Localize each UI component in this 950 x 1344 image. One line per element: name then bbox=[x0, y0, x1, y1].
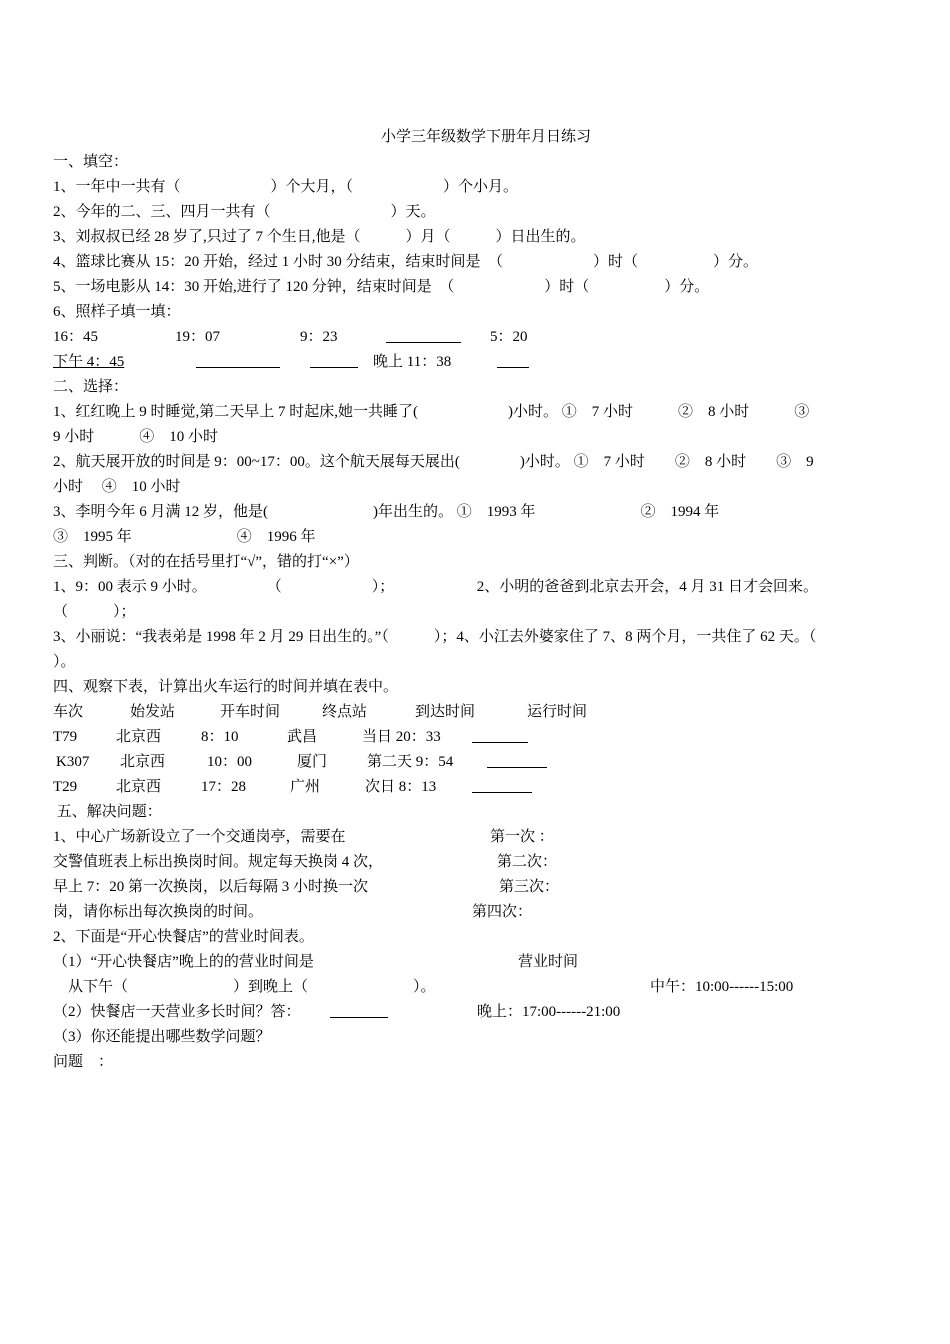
question-2-3: 3、李明今年 6 月满 12 岁，他是( )年出生的。 ① 1993 年 ② 1994 年 bbox=[53, 504, 720, 520]
hours-noon: 中午：10:00------15:00 bbox=[650, 979, 794, 995]
answer-blank[interactable] bbox=[472, 728, 528, 743]
time-item: 晚上 11：38 bbox=[373, 354, 452, 370]
table-cell: T29 bbox=[53, 779, 78, 795]
question-1-3: 3、刘叔叔已经 28 岁了,只过了 7 个生日,他是（ ）月（ ）日出生的。 bbox=[53, 229, 586, 245]
section-4-heading: 四、观察下表，计算出火车运行的时间并填在表中。 bbox=[53, 679, 399, 695]
answer-blank[interactable] bbox=[487, 753, 547, 768]
time-example-answer: 下午 4：45 bbox=[53, 354, 125, 370]
section-3-heading: 三、判断。（对的在括号里打“√”，错的打“×”） bbox=[53, 554, 359, 570]
table-cell: 17：28 bbox=[201, 779, 247, 795]
table-header: 终点站 bbox=[322, 704, 368, 720]
section-2-heading: 二、选择： bbox=[53, 379, 129, 395]
problem-1-text: 岗，请你标出每次换岗的时间。 bbox=[53, 904, 264, 920]
table-cell: 厦门 bbox=[297, 754, 328, 770]
answer-blank[interactable] bbox=[472, 778, 532, 793]
answer-blank[interactable] bbox=[196, 353, 280, 368]
question-2-2: 2、航天展开放的时间是 9：00~17：00。这个航天展每天展出( )小时。 ① 7 小时 ② 8 小时 ③ 9 bbox=[53, 454, 814, 470]
problem-1-text: 交警值班表上标出换岗时间。规定每天换岗 4 次， bbox=[53, 854, 384, 870]
shift-label: 第一次 ： bbox=[490, 829, 554, 845]
problem-2-question-1: （1）“开心快餐店”晚上的的营业时间是 bbox=[53, 954, 314, 970]
table-header: 到达时间 bbox=[415, 704, 476, 720]
answer-blank[interactable] bbox=[497, 353, 529, 368]
table-cell: 北京西 bbox=[116, 779, 162, 795]
table-cell: 当日 20：33 bbox=[362, 729, 441, 745]
problem-1-text: 1、中心广场新设立了一个交通岗亭，需要在 bbox=[53, 829, 346, 845]
table-header: 车次 bbox=[53, 704, 84, 720]
question-2-1-cont: 9 小时 ④ 10 小时 bbox=[53, 429, 219, 445]
table-cell: 次日 8：13 bbox=[365, 779, 437, 795]
table-cell: 第二天 9：54 bbox=[367, 754, 454, 770]
shift-label: 第四次： bbox=[472, 904, 533, 920]
question-1-2: 2、今年的二、三、四月一共有（ ）天。 bbox=[53, 204, 436, 220]
question-1-6: 6、照样子填一填： bbox=[53, 304, 181, 320]
answer-blank[interactable] bbox=[330, 1003, 388, 1018]
table-cell: K307 bbox=[56, 754, 90, 770]
hours-evening: 晚上：17:00------21:00 bbox=[477, 1004, 621, 1020]
question-3-3-cont: ）。 bbox=[53, 654, 76, 670]
time-example: 16：45 bbox=[53, 329, 99, 345]
table-cell: 广州 bbox=[290, 779, 321, 795]
question-1-1: 1、一年中一共有（ ）个大月，（ ）个小月。 bbox=[53, 179, 519, 195]
problem-2-question-1-blanks: 从下午（ ）到晚上（ ）。 bbox=[53, 979, 436, 995]
table-cell: 北京西 bbox=[120, 754, 166, 770]
question-3-1: 1、9：00 表示 9 小时。 （ ）； 2、小明的爸爸到北京去开会，4 月 31 日才会回来。 bbox=[53, 579, 819, 595]
answer-blank[interactable] bbox=[310, 353, 358, 368]
table-cell: 10：00 bbox=[207, 754, 253, 770]
time-item: 19：07 bbox=[175, 329, 221, 345]
question-prompt: 问题 ： bbox=[53, 1054, 114, 1070]
table-header: 始发站 bbox=[130, 704, 176, 720]
problem-1-text: 早上 7：20 第一次换岗，以后每隔 3 小时换一次 bbox=[53, 879, 369, 895]
table-cell: 武昌 bbox=[287, 729, 318, 745]
page-title: 小学三年级数学下册年月日练习 bbox=[381, 129, 592, 145]
question-2-2-cont: 小时 ④ 10 小时 bbox=[53, 479, 181, 495]
question-1-4: 4、篮球比赛从 15：20 开始，经过 1 小时 30 分结束，结束时间是 （ ）时（ ）分。 bbox=[53, 254, 759, 270]
table-cell: 8：10 bbox=[201, 729, 239, 745]
question-3-1-cont: （ ）； bbox=[53, 604, 136, 620]
problem-2-text: 2、下面是“开心快餐店”的营业时间表。 bbox=[53, 929, 314, 945]
question-1-5: 5、一场电影从 14：30 开始,进行了 120 分钟，结束时间是 （ ）时（ ）分。 bbox=[53, 279, 710, 295]
table-header: 开车时间 bbox=[220, 704, 281, 720]
problem-2-question-2: （2）快餐店一天营业多长时间？答： bbox=[53, 1004, 301, 1020]
time-item: 5：20 bbox=[490, 329, 528, 345]
question-2-3-cont: ③ 1995 年 ④ 1996 年 bbox=[53, 529, 316, 545]
answer-blank[interactable] bbox=[386, 328, 461, 343]
question-3-3: 3、小丽说：“我表弟是 1998 年 2 月 29 日出生的。”（ ）；4、小江去外婆家住了 7、8 两个月，一共住了 62 天。（ bbox=[53, 629, 817, 645]
problem-2-question-3: （3）你还能提出哪些数学问题？ bbox=[53, 1029, 271, 1045]
shift-label: 第二次： bbox=[497, 854, 558, 870]
section-1-heading: 一、填空： bbox=[53, 154, 129, 170]
hours-title: 营业时间 bbox=[518, 954, 579, 970]
time-item: 9：23 bbox=[300, 329, 338, 345]
table-cell: 北京西 bbox=[116, 729, 162, 745]
section-5-heading: 五、解决问题： bbox=[53, 804, 162, 820]
table-header: 运行时间 bbox=[527, 704, 588, 720]
shift-label: 第三次： bbox=[499, 879, 560, 895]
question-2-1: 1、红红晚上 9 时睡觉,第二天早上 7 时起床,她一共睡了( )小时。 ① 7 小时 ② 8 小时 ③ bbox=[53, 404, 810, 420]
table-cell: T79 bbox=[53, 729, 78, 745]
